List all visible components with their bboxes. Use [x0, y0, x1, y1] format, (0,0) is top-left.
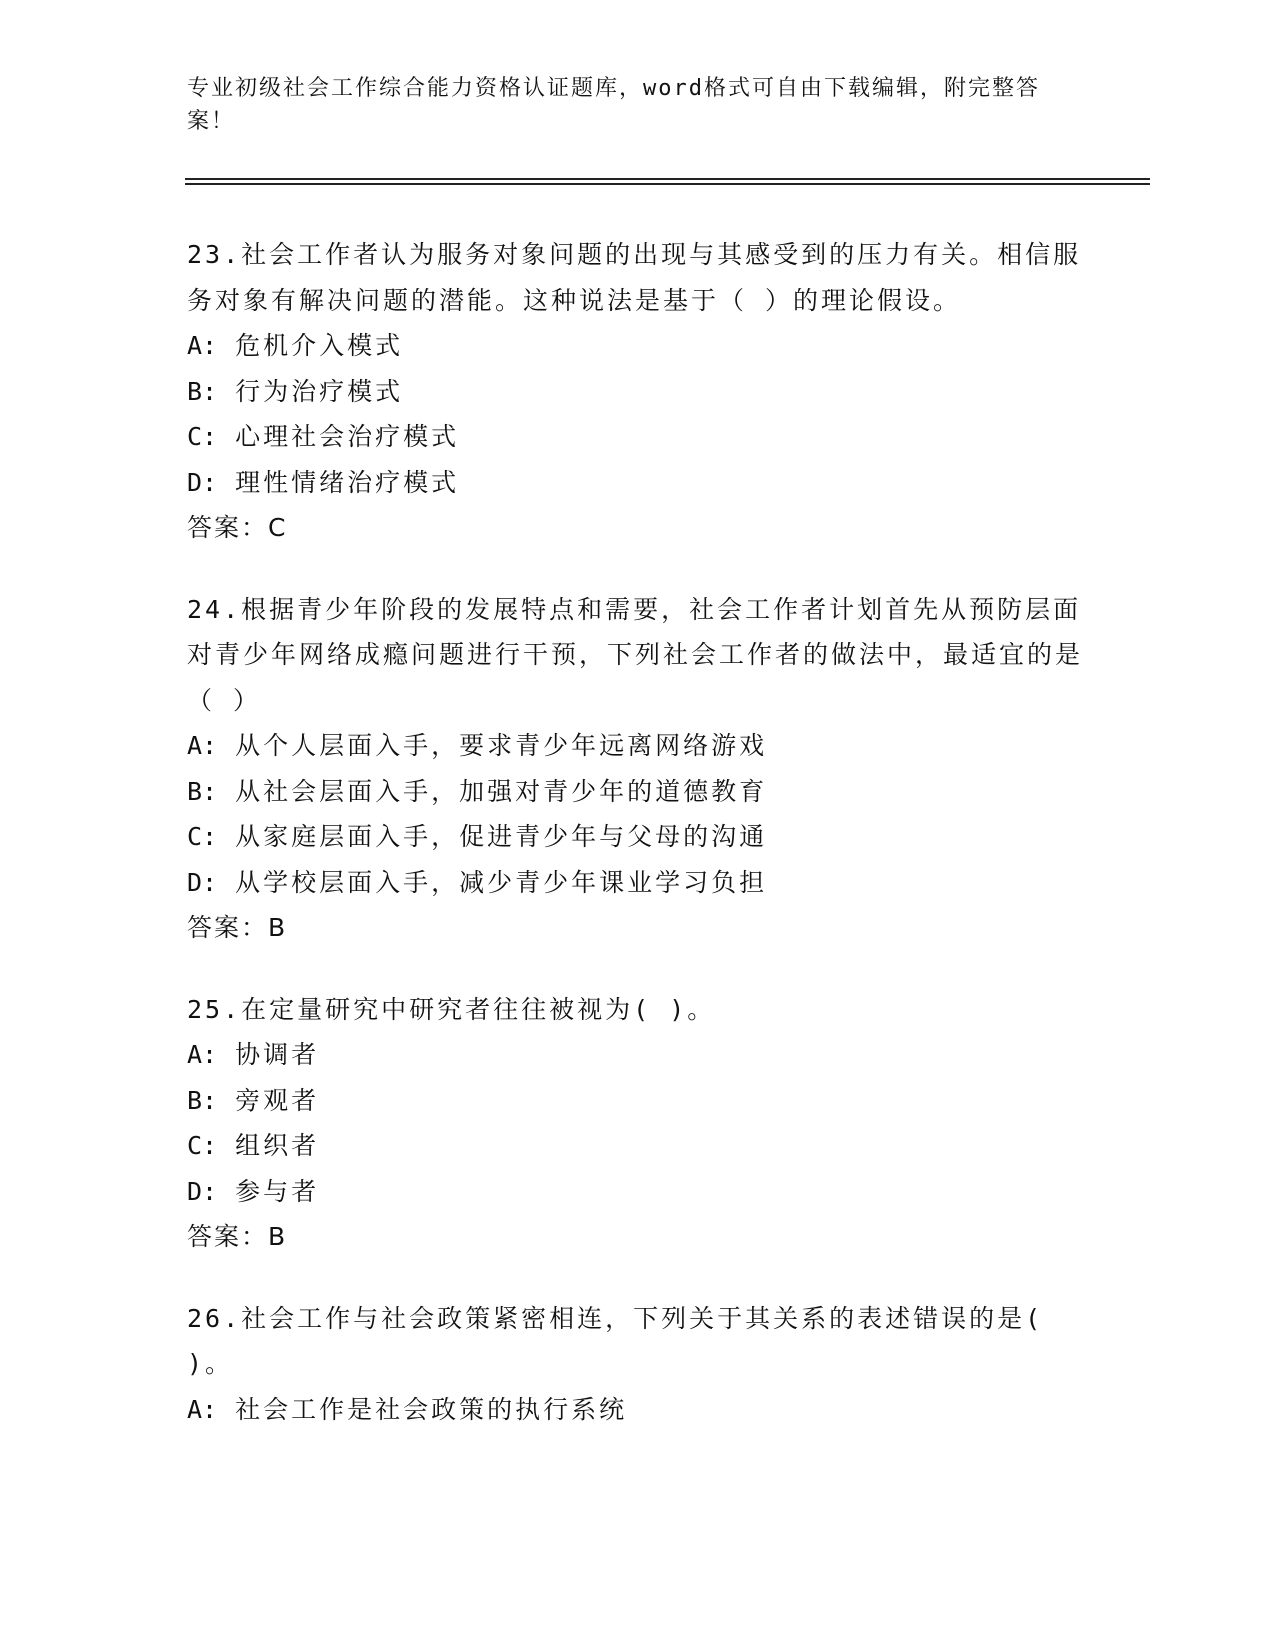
header-rule-top [185, 178, 1150, 180]
option-a [187, 723, 1087, 769]
question-list [187, 232, 1087, 1468]
option-d [187, 1169, 1087, 1215]
option-text: 从个人层面入手，要求青少年远离网络游戏 [235, 731, 768, 760]
answer-line: 答案：B [187, 1222, 288, 1251]
option-text: 危机介入模式 [235, 331, 404, 360]
option-c [187, 414, 1087, 460]
question-25 [187, 987, 1087, 1260]
option-letter: C: [187, 822, 218, 851]
option-letter: A: [187, 331, 218, 360]
option-letter: A: [187, 1394, 218, 1424]
option-letter: A: [187, 731, 218, 760]
option-c [187, 814, 1087, 860]
question-stem: 23.社会工作者认为服务对象问题的出现与其感受到的压力有关。相信服务对象有解决问题的潜能。这种说法是基于（ ）的理论假设。 [187, 240, 1082, 315]
option-letter: D: [187, 867, 218, 897]
option-text: 从社会层面入手，加强对青少年的道德教育 [235, 776, 768, 806]
option-text: 组织者 [235, 1131, 320, 1160]
option-a [187, 323, 1087, 369]
question-23 [187, 232, 1087, 551]
option-b [187, 369, 1087, 415]
question-24 [187, 587, 1087, 951]
header-rule-bottom [185, 183, 1150, 185]
option-letter: B: [187, 376, 218, 406]
option-text: 理性情绪治疗模式 [235, 467, 460, 497]
option-letter: B: [187, 1085, 218, 1115]
option-letter: C: [187, 1131, 218, 1160]
option-text: 协调者 [235, 1040, 320, 1069]
option-d [187, 860, 1087, 906]
option-text: 参与者 [235, 1176, 320, 1206]
option-a [187, 1387, 1087, 1433]
option-text: 旁观者 [235, 1085, 320, 1115]
question-26 [187, 1296, 1087, 1433]
option-text: 社会工作是社会政策的执行系统 [235, 1394, 628, 1424]
option-b [187, 769, 1087, 815]
option-b [187, 1078, 1087, 1124]
option-d [187, 460, 1087, 506]
option-letter: A: [187, 1040, 218, 1069]
option-text: 从家庭层面入手，促进青少年与父母的沟通 [235, 822, 768, 851]
option-letter: D: [187, 1176, 218, 1206]
question-stem: 26.社会工作与社会政策紧密相连，下列关于其关系的表述错误的是( )。 [187, 1303, 1044, 1378]
option-letter: D: [187, 467, 218, 497]
answer-line: 答案：B [187, 913, 288, 942]
option-letter: B: [187, 776, 218, 806]
option-a [187, 1032, 1087, 1078]
question-stem: 25.在定量研究中研究者往往被视为( )。 [187, 994, 716, 1024]
question-stem: 24.根据青少年阶段的发展特点和需要，社会工作者计划首先从预防层面对青少年网络成瘾问题进行干预，下列社会工作者的做法中，最适宜的是（ ） [187, 594, 1084, 715]
option-c [187, 1123, 1087, 1169]
option-text: 心理社会治疗模式 [235, 422, 460, 451]
page-header-text: 专业初级社会工作综合能力资格认证题库，word格式可自由下载编辑，附完整答案！ [187, 76, 1040, 134]
option-text: 从学校层面入手，减少青少年课业学习负担 [235, 867, 768, 897]
option-letter: C: [187, 422, 218, 451]
answer-line: 答案：C [187, 513, 288, 542]
option-text: 行为治疗模式 [235, 376, 404, 406]
